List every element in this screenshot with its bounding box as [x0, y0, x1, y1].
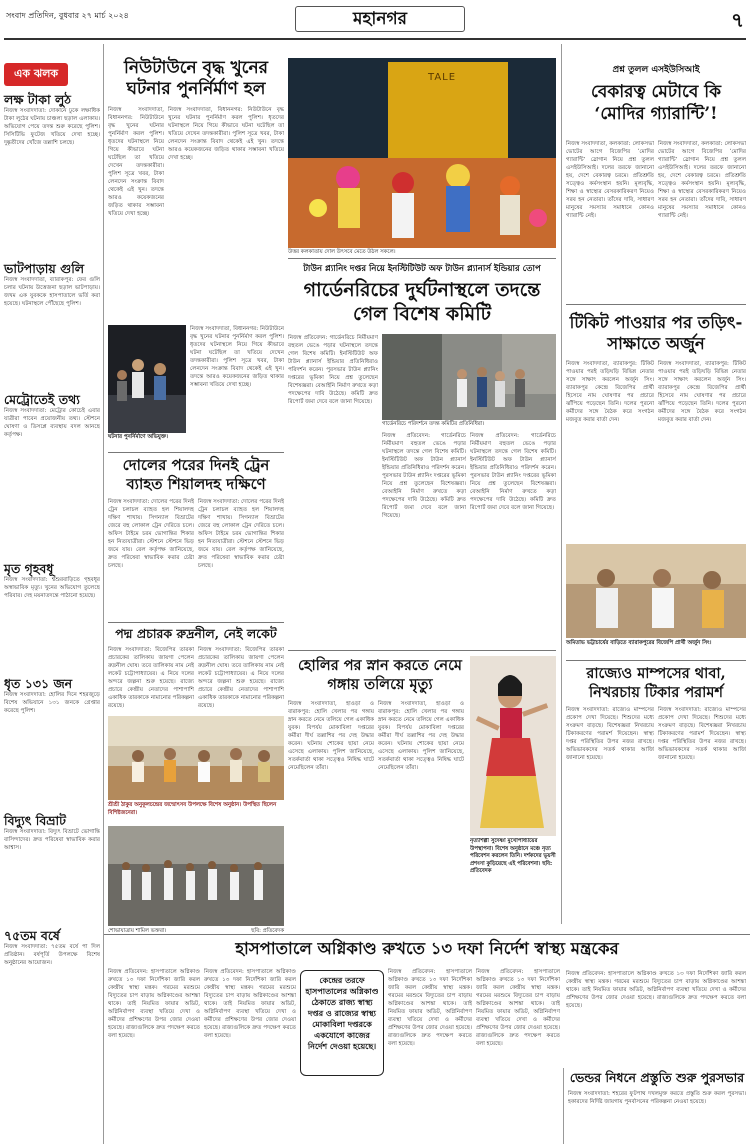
mumps-story — [566, 664, 746, 702]
hospital-quote: কেন্দ্রের তরফে হাসপাতালের অগ্নিকাণ্ড ঠেকাতে রাজ্য স্বাস্থ্য দপ্তর ও রাজ্যের স্বাস্থ্য মোকাবিলা দপ্তরকে একযোগে কাজের নির্দেশ দেওয়া হয়েছে। — [305, 975, 379, 1051]
divider — [288, 650, 556, 651]
holi-story — [292, 656, 468, 694]
brief-column — [4, 62, 100, 1142]
divider — [104, 934, 750, 935]
padma-body-col2: নিজস্ব সংবাদদাতা: বিজেপির তারকা প্রচারকের তালিকায় জায়গা পেলেন রুদ্রনীল ঘোষ। তবে তালিকায় নাম নেই লকেট চট্টোপাধ্যায়ের। এ নিয়ে দলের অন্দরে জল্পনা শুরু হয়েছে। রাজ্যে প্রচারে কেন্দ্রীয় নেতাদের পাশাপাশি একাধিক তারকাকে নামানোর পরিকল্পনা রয়েছে। — [198, 647, 284, 709]
gardenreach-body-col1: নিজস্ব প্রতিবেদন: গার্ডেনরিচে নির্মীয়মাণ বহুতল ভেঙে পড়ার ঘটনাস্থলে তদন্তে গেল বিশেষ কমিটি। ইনস্টিটিউট অফ টাউন প্ল্যানার্স ইন্ডিয়ার প্রতিনিধিরাও পরিদর্শন করেন। পুরসভার টাউন প্ল্যানিং দপ্তরের ভূমিকা নিয়ে প্রশ্ন তুলেছেন বিশেষজ্ঞরা। বেআইনি নির্মাণ রুখতে কড়া পদক্ষেপের দাবি উঠেছে। কমিটি দ্রুত রিপোর্ট জমা দেবে বলে জানা গিয়েছে। — [288, 335, 378, 405]
procession-photo — [108, 826, 284, 926]
holi-body-col2: নিজস্ব সংবাদদাতা, হাওড়া ও বারাকপুর: হোলি খেলার পর গঙ্গায় স্নান করতে নেমে তলিয়ে গেল একাধিক যুবক। বিপর্যয় মোকাবিলা দপ্তরের কর্মীরা দীর্ঘ তল্লাশির পর দেহ উদ্ধার করেন। ঘটনায় শোকের ছায়া নেমে এসেছে এলাকায়। পুলিশ জানিয়েছে, সতর্কবার্তা থাকা সত্ত্বেও নিষিদ্ধ ঘাটে নেমেছিলেন তাঁরা। — [378, 701, 464, 771]
berojgar-story — [566, 62, 746, 125]
arjun-photo — [566, 544, 746, 638]
holi-photo-caption: উত্তর কলকাতায় দোল উৎসবে মেতে উঠল সকলে। — [288, 249, 396, 255]
brief-body: নিজস্ব সংবাদদাতা: দোকানে ঢুকে লক্ষাধিক টাকা লুঠের ঘটনায় চাঞ্চল্য ছড়াল এলাকায়। অভিযোগ পেয়ে তদন্ত শুরু করেছে পুলিশ। সিসিটিভি ফুটেজ খতিয়ে দেখা হচ্ছে। দুষ্কৃতীদের খোঁজে তল্লাশি চলছে। — [4, 108, 100, 146]
newtown-body-col2: নিজস্ব সংবাদদাতা, বিধাননগর: নিউটাউনে বৃদ্ধ খুনের ঘটনার পুনর্নির্মাণ করল পুলিশ। ধৃতদের ঘটনাস্থলে নিয়ে গিয়ে কীভাবে ঘটনা ঘটেছিল তা খতিয়ে দেখেন তদন্তকারীরা। পুলিশ সূত্রে খবর, টাকা লেনদেন সংক্রান্ত বিবাদ থেকেই এই খুন। তদন্তে আরও কয়েকজনের জড়িত থাকার সম্ভাবনা খতিয়ে দেখা হচ্ছে। — [168, 107, 284, 161]
column-rule — [561, 44, 562, 924]
berojgar-body-col2: নিজস্ব সংবাদদাতা, কলকাতা: লোকসভা ভোটের আগে বিজেপির ‘মোদির গ্যারান্টি’ স্লোগান নিয়ে প্রশ্ন তুলল এসইউসিআই। দলের তরফে জানানো হয়, দেশে বেকারত্ব চরমে। প্রতিশ্রুতি সত্ত্বেও কর্মসংস্থান হয়নি। মূল্যবৃদ্ধি, শিক্ষা ও স্বাস্থ্যের বেসরকারিকরণ নিয়েও সরব হন নেতারা। তাঁদের দাবি, সাধারণ মানুষের সমস্যার সমাধানে কোনও গ্যারান্টি নেই। — [658, 141, 746, 219]
dol-headline: দোলের পরের দিনই ট্রেন ব্যাহত শিয়ালদহ দক্ষিণে — [122, 456, 270, 493]
brief-headline: লক্ষ টাকা লুঠ — [4, 92, 71, 107]
brief-tag: এক ঝলক — [4, 63, 68, 86]
ticket-story — [566, 312, 746, 354]
newtown-body-col3: নিজস্ব সংবাদদাতা, বিধাননগর: নিউটাউনে বৃদ্ধ খুনের ঘটনার পুনর্নির্মাণ করল পুলিশ। ধৃতদের ঘটনাস্থলে নিয়ে গিয়ে কীভাবে ঘটনা ঘটেছিল তা খতিয়ে দেখেন তদন্তকারীরা। পুলিশ সূত্রে খবর, টাকা লেনদেন সংক্রান্ত বিবাদ থেকেই এই খুন। তদন্তে আরও কয়েকজনের জড়িত থাকার সম্ভাবনা খতিয়ে দেখা হচ্ছে। — [190, 326, 284, 388]
hospital-body-col4: নিজস্ব প্রতিবেদন: হাসপাতালে অগ্নিকাণ্ড রুখতে ১৩ দফা নির্দেশিকা জারি করল কেন্দ্রীয় স্বাস্থ্য মন্ত্রক। গরমের মরশুমে বিদ্যুতের চাপ বাড়ায় অগ্নিকাণ্ডের আশঙ্কা থাকে। তাই নিয়মিত ফায়ার অডিট, অগ্নিনির্বাপণ ব্যবস্থা খতিয়ে দেখা ও কর্মীদের প্রশিক্ষণের উপর জোর দেওয়া হয়েছে। রাজ্যগুলিকে দ্রুত পদক্ষেপ করতে বলা হয়েছে। — [476, 969, 560, 1047]
masthead-rule — [4, 38, 746, 40]
divider — [566, 304, 746, 305]
divider — [288, 258, 556, 259]
ticket-headline: টিকিট পাওয়ার পর তড়িৎ-সাক্ষাতে অর্জুন — [569, 313, 743, 353]
padma-body-col1: নিজস্ব সংবাদদাতা: বিজেপির তারকা প্রচারকের তালিকায় জায়গা পেলেন রুদ্রনীল ঘোষ। তবে তালিকায় নাম নেই লকেট চট্টোপাধ্যায়ের। এ নিয়ে দলের অন্দরে জল্পনা শুরু হয়েছে। রাজ্যে প্রচারে কেন্দ্রীয় নেতাদের পাশাপাশি একাধিক তারকাকে নামানোর পরিকল্পনা রয়েছে। — [108, 647, 194, 709]
ceremony-caption: শ্রীশ্রী ঠাকুর অনুকূলচন্দ্রের জন্মোৎসব উপলক্ষে বিশেষ অনুষ্ঠান। উপস্থিত ছিলেন বিশিষ্টজনেরা। — [108, 802, 277, 816]
hospital-body-col2: নিজস্ব প্রতিবেদন: হাসপাতালে অগ্নিকাণ্ড রুখতে ১৩ দফা নির্দেশিকা জারি করল কেন্দ্রীয় স্বাস্থ্য মন্ত্রক। গরমের মরশুমে বিদ্যুতের চাপ বাড়ায় অগ্নিকাণ্ডের আশঙ্কা থাকে। তাই নিয়মিত ফায়ার অডিট, অগ্নিনির্বাপণ ব্যবস্থা খতিয়ে দেখা ও কর্মীদের প্রশিক্ষণের উপর জোর দেওয়া হয়েছে। রাজ্যগুলিকে দ্রুত পদক্ষেপ করতে বলা হয়েছে। — [204, 969, 296, 1039]
hospital-headline: হাসপাতালে অগ্নিকাণ্ড রুখতে ১৩ দফা নির্দেশ স্বাস্থ্য মন্ত্রকের — [235, 939, 619, 958]
dancer-caption: নৃত্যশিল্পী সুদেষ্ণা মুখোপাধ্যায়ের উপস্থাপনা। বিশেষ অনুষ্ঠানে মঞ্চে নৃত্য পরিবেশন করলেন তিনি। দর্শকদের ভূয়সী প্রশংসা কুড়িয়েছে এই পরিবেশনা। ছবি: প্রতিবেদক — [470, 838, 556, 874]
hospital-body-col5: নিজস্ব প্রতিবেদন: হাসপাতালে অগ্নিকাণ্ড রুখতে ১৩ দফা নির্দেশিকা জারি করল কেন্দ্রীয় স্বাস্থ্য মন্ত্রক। গরমের মরশুমে বিদ্যুতের চাপ বাড়ায় অগ্নিকাণ্ডের আশঙ্কা থাকে। তাই নিয়মিত ফায়ার অডিট, অগ্নিনির্বাপণ ব্যবস্থা খতিয়ে দেখা ও কর্মীদের প্রশিক্ষণের উপর জোর দেওয়া হয়েছে। রাজ্যগুলিকে দ্রুত পদক্ষেপ করতে বলা হয়েছে। — [566, 971, 746, 1009]
ticket-body-col2: নিজস্ব সংবাদদাতা, ব্যারাকপুর: টিকিট পাওয়ার পরই তড়িঘড়ি বিভিন্ন নেতার সঙ্গে সাক্ষাৎ করলেন অর্জুন সিং। ব্যারাকপুর কেন্দ্রে বিজেপির প্রার্থী হিসেবে নাম ঘোষণার পর প্রচারে ঝাঁপিয়ে পড়েছেন তিনি। দলের পুরনো কর্মীদের সঙ্গে বৈঠক করে সংগঠন মজবুত করার বার্তা দেন। — [658, 361, 746, 423]
mumps-body-col1: নিজস্ব সংবাদদাতা: রাজ্যেও মাম্পসের প্রকোপ দেখা দিয়েছে। শিশুদের মধ্যে সংক্রমণ বাড়ছে। বিশেষজ্ঞরা নিখরচায় টিকাকরণের পরামর্শ দিয়েছেন। স্বাস্থ্য দপ্তর পরিস্থিতির উপর নজর রাখছে। অভিভাবকদের সতর্ক থাকার আর্জি জানানো হয়েছে। — [566, 707, 654, 761]
newtown-headline: নিউটাউনে বৃদ্ধ খুনের ঘটনার পুনর্নির্মাণ হল — [124, 58, 268, 99]
berojgar-kicker: প্রশ্ন তুলল এসইউসিআই — [612, 65, 700, 75]
ceremony-photo — [108, 716, 284, 800]
column-rule — [103, 44, 104, 1144]
procession-caption: শোভাযাত্রায় শামিল ভক্তরা। — [108, 928, 167, 934]
dateline: সংবাদ প্রতিদিন, বুধবার ২৭ মার্চ ২০২৪ — [6, 11, 129, 20]
holi-headline: হোলির পর স্নান করতে নেমে গঙ্গায় তলিয়ে মৃত্যু — [298, 657, 462, 693]
brief-headline: ৭৫তম বর্ষে — [4, 928, 60, 943]
gardenreach-body-col3: নিজস্ব প্রতিবেদন: গার্ডেনরিচে নির্মীয়মাণ বহুতল ভেঙে পড়ার ঘটনাস্থলে তদন্তে গেল বিশেষ কমিটি। ইনস্টিটিউট অফ টাউন প্ল্যানার্স ইন্ডিয়ার প্রতিনিধিরাও পরিদর্শন করেন। পুরসভার টাউন প্ল্যানিং দপ্তরের ভূমিকা নিয়ে প্রশ্ন তুলেছেন বিশেষজ্ঞরা। বেআইনি নির্মাণ রুখতে কড়া পদক্ষেপের দাবি উঠেছে। কমিটি দ্রুত রিপোর্ট জমা দেবে বলে জানা গিয়েছে। — [470, 433, 556, 511]
brief-headline: ধৃত ১৩১ জন — [4, 676, 73, 691]
berojgar-body-col1: নিজস্ব সংবাদদাতা, কলকাতা: লোকসভা ভোটের আগে বিজেপির ‘মোদির গ্যারান্টি’ স্লোগান নিয়ে প্রশ্ন তুলল এসইউসিআই। দলের তরফে জানানো হয়, দেশে বেকারত্ব চরমে। প্রতিশ্রুতি সত্ত্বেও কর্মসংস্থান হয়নি। মূল্যবৃদ্ধি, শিক্ষা ও স্বাস্থ্যের বেসরকারিকরণ নিয়েও সরব হন নেতারা। তাঁদের দাবি, সাধারণ মানুষের সমস্যার সমাধানে কোনও গ্যারান্টি নেই। — [566, 141, 654, 219]
divider — [108, 622, 284, 623]
brief-headline: মৃত গৃহবধূ — [4, 561, 54, 576]
vendor-body: নিজস্ব সংবাদদাতা: শহরের ফুটপাথ দখলমুক্ত করতে প্রস্তুতি শুরু করল পুরসভা। হকারদের নির্দিষ্ট জায়গায় পুনর্বাসনের পরিকল্পনা নেওয়া হয়েছে। — [568, 1091, 746, 1105]
holi-festival-photo — [288, 58, 556, 248]
berojgar-headline: বেকারত্ব মেটাবে কি ‘মোদির গ্যারান্টি’! — [590, 82, 722, 124]
brief-headline: ভাটপাড়ায় গুলি — [4, 261, 85, 276]
masthead — [0, 0, 750, 44]
arjun-caption: অমিতাভ ভট্টাচার্যের বাড়িতে ব্যারাকপুরের বিজেপি প্রার্থী অর্জুন সিং। — [566, 640, 712, 646]
newtown-body-col1: নিজস্ব সংবাদদাতা, বিধাননগর: নিউটাউনে বৃদ্ধ খুনের ঘটনার পুনর্নির্মাণ করল পুলিশ। ধৃতদের ঘটনাস্থলে নিয়ে গিয়ে কীভাবে ঘটনা ঘটেছিল তা খতিয়ে দেখেন তদন্তকারীরা। পুলিশ সূত্রে খবর, টাকা লেনদেন সংক্রান্ত বিবাদ থেকেই এই খুন। তদন্তে আরও কয়েকজনের জড়িত থাকার সম্ভাবনা খতিয়ে দেখা হচ্ছে। — [108, 107, 164, 217]
padma-headline: পদ্ম প্রচারক রুদ্রনীল, নেই লকেট — [115, 626, 277, 641]
page-number: ৭ — [730, 8, 744, 32]
hospital-body-col1: নিজস্ব প্রতিবেদন: হাসপাতালে অগ্নিকাণ্ড রুখতে ১৩ দফা নির্দেশিকা জারি করল কেন্দ্রীয় স্বাস্থ্য মন্ত্রক। গরমের মরশুমে বিদ্যুতের চাপ বাড়ায় অগ্নিকাণ্ডের আশঙ্কা থাকে। তাই নিয়মিত ফায়ার অডিট, অগ্নিনির্বাপণ ব্যবস্থা খতিয়ে দেখা ও কর্মীদের প্রশিক্ষণের উপর জোর দেওয়া হয়েছে। রাজ্যগুলিকে দ্রুত পদক্ষেপ করতে বলা হয়েছে। — [108, 969, 200, 1039]
mumps-body-col2: নিজস্ব সংবাদদাতা: রাজ্যেও মাম্পসের প্রকোপ দেখা দিয়েছে। শিশুদের মধ্যে সংক্রমণ বাড়ছে। বিশেষজ্ঞরা নিখরচায় টিকাকরণের পরামর্শ দিয়েছেন। স্বাস্থ্য দপ্তর পরিস্থিতির উপর নজর রাখছে। অভিভাবকদের সতর্ক থাকার আর্জি জানানো হয়েছে। — [658, 707, 746, 761]
dol-story-block — [108, 456, 284, 494]
hospital-story — [108, 938, 746, 960]
column-rule — [563, 1068, 564, 1144]
dol-body-col1: নিজস্ব সংবাদদাতা: দোলের পরের দিনই ট্রেন চলাচল ব্যাহত হল শিয়ালদহ দক্ষিণ শাখায়। সিগন্যাল বিভ্রাটের জেরে বহু লোকাল ট্রেন দেরিতে চলে। অফিস টাইমে চরম ভোগান্তির শিকার হন নিত্যযাত্রীরা। স্টেশনে স্টেশনে ভিড় জমে যায়। রেল কর্তৃপক্ষ জানিয়েছে, দ্রুত পরিষেবা স্বাভাবিক করার চেষ্টা চলছে। — [108, 499, 194, 569]
divider — [108, 452, 284, 453]
newtown-caption: ঘটনার পুনর্নির্মাণে অভিযুক্ত। — [108, 434, 168, 440]
divider — [566, 660, 746, 661]
holi-body-col1: নিজস্ব সংবাদদাতা, হাওড়া ও বারাকপুর: হোলি খেলার পর গঙ্গায় স্নান করতে নেমে তলিয়ে গেল একাধিক যুবক। বিপর্যয় মোকাবিলা দপ্তরের কর্মীরা দীর্ঘ তল্লাশির পর দেহ উদ্ধার করেন। ঘটনায় শোকের ছায়া নেমে এসেছে এলাকায়। পুলিশ জানিয়েছে, সতর্কবার্তা থাকা সত্ত্বেও নিষিদ্ধ ঘাটে নেমেছিলেন তাঁরা। — [288, 701, 374, 771]
dol-body-col2: নিজস্ব সংবাদদাতা: দোলের পরের দিনই ট্রেন চলাচল ব্যাহত হল শিয়ালদহ দক্ষিণ শাখায়। সিগন্যাল বিভ্রাটের জেরে বহু লোকাল ট্রেন দেরিতে চলে। অফিস টাইমে চরম ভোগান্তির শিকার হন নিত্যযাত্রীরা। স্টেশনে স্টেশনে ভিড় জমে যায়। রেল কর্তৃপক্ষ জানিয়েছে, দ্রুত পরিষেবা স্বাভাবিক করার চেষ্টা চলছে। — [198, 499, 284, 569]
mumps-headline: রাজ্যেও মাম্পসের থাবা, নিখরচায় টিকার পরামর্শ — [586, 665, 726, 701]
vendor-story — [568, 1070, 746, 1086]
gardenreach-story — [288, 262, 556, 326]
hospital-quote-box — [300, 970, 384, 1076]
gardenreach-caption: গার্ডেনরিচে পরিদর্শনে তদন্ত কমিটির প্রতিনিধিরা। — [382, 421, 485, 427]
photo-banner: TALE — [428, 72, 457, 83]
brief-body: নিজস্ব সংবাদদাতা: শ্বশুরবাড়িতে গৃহবধূর অস্বাভাবিক মৃত্যু। খুনের অভিযোগ তুলেছে পরিবার। দেহ ময়নাতদন্তে পাঠানো হয়েছে। — [4, 577, 100, 599]
brief-body: নিজস্ব সংবাদদাতা: ৭৫তম বর্ষে পা দিল প্রতিষ্ঠান। বর্ষপূর্তি উপলক্ষে বিশেষ অনুষ্ঠানের আয়োজন। — [4, 944, 100, 966]
padma-story — [108, 626, 284, 642]
brief-body: নিজস্ব সংবাদদাতা: বিদ্যুৎ বিভ্রাটে ভোগান্তি বাসিন্দাদের। দ্রুত পরিষেবা স্বাভাবিক করার আশ্বাস। — [4, 829, 100, 851]
ticket-body-col1: নিজস্ব সংবাদদাতা, ব্যারাকপুর: টিকিট পাওয়ার পরই তড়িঘড়ি বিভিন্ন নেতার সঙ্গে সাক্ষাৎ করলেন অর্জুন সিং। ব্যারাকপুর কেন্দ্রে বিজেপির প্রার্থী হিসেবে নাম ঘোষণার পর প্রচারে ঝাঁপিয়ে পড়েছেন তিনি। দলের পুরনো কর্মীদের সঙ্গে বৈঠক করে সংগঠন মজবুত করার বার্তা দেন। — [566, 361, 654, 423]
section-title: মহানগর — [295, 6, 465, 32]
newtown-photo — [108, 325, 186, 433]
vendor-headline: ভেন্ডর নিধনে প্রস্তুতি শুরু পুরসভার — [569, 1070, 745, 1085]
brief-body: নিজস্ব সংবাদদাতা, ব্যারাকপুর: ফের গুলি চলার ঘটনায় উত্তেজনা ছড়াল ভাটপাড়ায়। জখম এক যুবককে হাসপাতালে ভর্তি করা হয়েছে। ঘটনাস্থলে পৌঁছেছে পুলিশ। — [4, 277, 100, 307]
photo-credit: ছবি: প্রতিবেদক — [251, 928, 284, 934]
brief-body: নিজস্ব সংবাদদাতা: মেট্রোর কোচেই এবার যাত্রীরা পাবেন প্রয়োজনীয় তথ্য। স্টেশনে ঘোষণা ও ডিসপ্লে ব্যবস্থায় বদল আনছে কর্তৃপক্ষ। — [4, 408, 100, 438]
newtown-story — [108, 58, 284, 100]
hospital-body-col3: নিজস্ব প্রতিবেদন: হাসপাতালে অগ্নিকাণ্ড রুখতে ১৩ দফা নির্দেশিকা জারি করল কেন্দ্রীয় স্বাস্থ্য মন্ত্রক। গরমের মরশুমে বিদ্যুতের চাপ বাড়ায় অগ্নিকাণ্ডের আশঙ্কা থাকে। তাই নিয়মিত ফায়ার অডিট, অগ্নিনির্বাপণ ব্যবস্থা খতিয়ে দেখা ও কর্মীদের প্রশিক্ষণের উপর জোর দেওয়া হয়েছে। রাজ্যগুলিকে দ্রুত পদক্ষেপ করতে বলা হয়েছে। — [388, 969, 472, 1047]
gardenreach-kicker: টাউন প্ল্যানিং দপ্তর নিয়ে ইনস্টিটিউট অফ টাউন প্ল্যানার্স ইন্ডিয়ার তোপ — [303, 264, 541, 274]
brief-body: নিজস্ব সংবাদদাতা: হোলির দিনে শহরজুড়ে বিশেষ অভিযানে ১৩১ জনকে গ্রেপ্তার করেছে পুলিশ। — [4, 692, 100, 714]
gardenreach-headline: গার্ডেনরিচের দুর্ঘটনাস্থলে তদন্তে গেল বিশেষ কমিটি — [303, 279, 541, 325]
gardenreach-body-col2: নিজস্ব প্রতিবেদন: গার্ডেনরিচে নির্মীয়মাণ বহুতল ভেঙে পড়ার ঘটনাস্থলে তদন্তে গেল বিশেষ কমিটি। ইনস্টিটিউট অফ টাউন প্ল্যানার্স ইন্ডিয়ার প্রতিনিধিরাও পরিদর্শন করেন। পুরসভার টাউন প্ল্যানিং দপ্তরের ভূমিকা নিয়ে প্রশ্ন তুলেছেন বিশেষজ্ঞরা। বেআইনি নির্মাণ রুখতে কড়া পদক্ষেপের দাবি উঠেছে। কমিটি দ্রুত রিপোর্ট জমা দেবে বলে জানা গিয়েছে। — [382, 433, 466, 519]
dancer-photo — [470, 656, 556, 836]
gardenreach-photo — [382, 334, 556, 420]
brief-headline: মেট্রোতেই তথ্য — [4, 392, 80, 407]
brief-headline: বিদ্যুৎ বিভ্রাট — [4, 813, 66, 828]
